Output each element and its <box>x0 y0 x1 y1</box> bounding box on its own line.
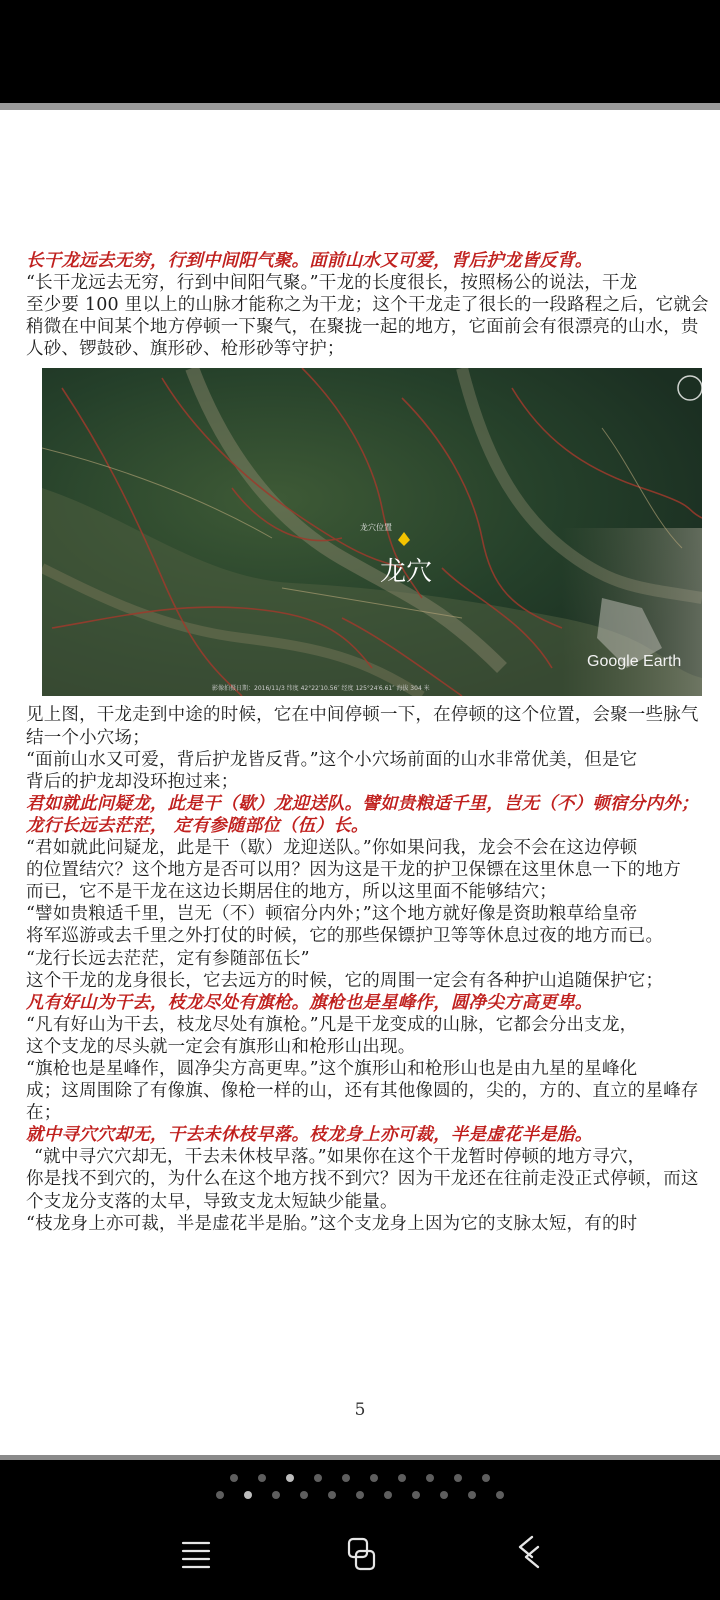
text-line: “譬如贵粮适千里，岂无（不）顿宿分内外；”这个地方就好像是资助粮草给皇帝 <box>26 904 638 925</box>
satellite-map-image <box>42 368 702 696</box>
text-line: 而已，它不是干龙在这边长期居住的地方，所以这里面不能够结穴； <box>26 882 557 903</box>
page-dot <box>216 1491 224 1499</box>
page-bottom-edge <box>0 1455 720 1460</box>
text-line: “凡有好山为干去，枝龙尽处有旗枪。”凡是干龙变成的山脉，它都会分出支龙， <box>26 1014 638 1035</box>
google-earth-watermark: Google Earth <box>587 653 682 671</box>
page-top-edge <box>0 103 720 110</box>
text-line: “长干龙远去无穷，行到中间阳气聚。”干龙的长度很长，按照杨公的说法，干龙 <box>26 273 638 294</box>
text-line: 结一个小穴场； <box>26 727 150 748</box>
page-dot <box>454 1474 462 1482</box>
page-dot <box>244 1491 252 1499</box>
text-line: “君如就此问疑龙，此是干（歇）龙迎送队。”你如果问我，龙会不会在这边停顿 <box>26 838 638 859</box>
page-indicator-row-2 <box>0 1484 720 1503</box>
page-dot <box>272 1491 280 1499</box>
text-line: “龙行长远去茫茫，定有参随部伍长” <box>26 948 310 969</box>
text-line: “就中寻穴穴却无，干去未休枝早落。”如果你在这个干龙暂时停顿的地方寻穴， <box>34 1147 646 1168</box>
page-dot <box>300 1491 308 1499</box>
page-dot <box>482 1474 490 1482</box>
page-dot <box>370 1474 378 1482</box>
text-line: 这个干龙的龙身很长，它去远方的时候，它的周围一定会有各种护山追随保护它； <box>26 970 664 991</box>
text-block-top <box>26 250 709 360</box>
verse-line: 龙行长远去茫茫， 定有参随部位（伍）长。 <box>26 815 369 836</box>
verse-line: 就中寻穴穴却无，干去未休枝早落。枝龙身上亦可裁，半是虚花半是胎。 <box>26 1125 593 1146</box>
page-dot <box>412 1491 420 1499</box>
text-line: “枝龙身上亦可裁，半是虚花半是胎。”这个支龙身上因为它的支脉太短，有的时 <box>26 1213 638 1234</box>
page-dot <box>496 1491 504 1499</box>
page-dot <box>356 1491 364 1499</box>
viewer-top-area <box>0 0 720 103</box>
menu-button[interactable] <box>166 1525 226 1585</box>
document-page[interactable] <box>0 110 720 1455</box>
placemark-small-label: 龙穴位置 <box>360 523 392 533</box>
page-dot <box>314 1474 322 1482</box>
page-dot <box>426 1474 434 1482</box>
page-dot <box>342 1474 350 1482</box>
text-line: 人砂、锣鼓砂、旗形砂、枪形砂等守护； <box>26 339 345 360</box>
page-dot <box>328 1491 336 1499</box>
page-dot <box>468 1491 476 1499</box>
map-label-longxue: 龙穴 <box>380 557 433 588</box>
text-block-bottom <box>26 704 701 1234</box>
page-dot <box>398 1474 406 1482</box>
verse-line: 君如就此问疑龙，此是干（歇）龙迎送队。譬如贵粮适千里，岂无（不）顿宿分内外； <box>26 793 699 814</box>
page-dot <box>384 1491 392 1499</box>
text-line: 成；这周围除了有像旗、像枪一样的山，还有其他像圆的，尖的，方的、直立的星峰存 <box>26 1081 699 1102</box>
text-line: 将军巡游或去千里之外打仗的时候，它的那些保镖护卫等等休息过夜的地方而已。 <box>26 926 664 947</box>
verse-line: 长干龙远去无穷，行到中间阳气聚。面前山水又可爱，背后护龙皆反背。 <box>26 251 593 271</box>
page-dot <box>286 1474 294 1482</box>
page-number: 5 <box>354 1400 366 1420</box>
text-line: 个支龙分支落的太早，导致支龙太短缺少能量。 <box>26 1191 398 1212</box>
text-line: 至少要 100 里以上的山脉才能称之为干龙；这个干龙走了很长的一段路程之后，它就会 <box>26 295 709 316</box>
page-dot <box>440 1491 448 1499</box>
back-button[interactable] <box>498 1525 558 1585</box>
satellite-map <box>42 368 702 696</box>
text-line: 的位置结穴？这个地方是否可以用？因为这是干龙的护卫保镖在这里休息一下的地方 <box>26 860 681 881</box>
verse-line: 凡有好山为干去，枝龙尽处有旗枪。旗枪也是星峰作，圆净尖方高更卑。 <box>26 992 593 1013</box>
text-line: 背后的护龙却没环抱过来； <box>26 771 239 792</box>
menu-icon <box>166 1525 226 1585</box>
home-button[interactable] <box>332 1525 392 1585</box>
home-icon <box>332 1525 392 1585</box>
text-line: “面前山水又可爱，背后护龙皆反背。”这个小穴场前面的山水非常优美，但是它 <box>26 749 638 770</box>
text-line: “旗枪也是星峰作，圆净尖方高更卑。”这个旗形山和枪形山也是由九星的星峰化 <box>26 1058 638 1079</box>
page-dot <box>230 1474 238 1482</box>
text-line: 见上图，干龙走到中途的时候，它在中间停顿一下，在停顿的这个位置，会聚一些脉气 <box>26 705 699 726</box>
text-line: 在； <box>26 1103 62 1124</box>
back-icon <box>498 1525 558 1585</box>
page-dot <box>258 1474 266 1482</box>
text-line: 稍微在中间某个地方停顿一下聚气，在聚拢一起的地方，它面前会有很漂亮的山水，贵 <box>26 317 699 338</box>
text-line: 你是找不到穴的，为什么在这个地方找不到穴？因为干龙还在往前走没正式停顿，而这 <box>26 1169 699 1190</box>
text-line: 这个支龙的尽头就一定会有旗形山和枪形山出现。 <box>26 1036 416 1057</box>
page-content <box>26 250 709 1235</box>
map-footer-info: 影像拍摄日期：2016/11/3 纬度 42°22′10.56″ 经度 125°24′6.61″ 海拔 304 米 <box>212 685 430 693</box>
